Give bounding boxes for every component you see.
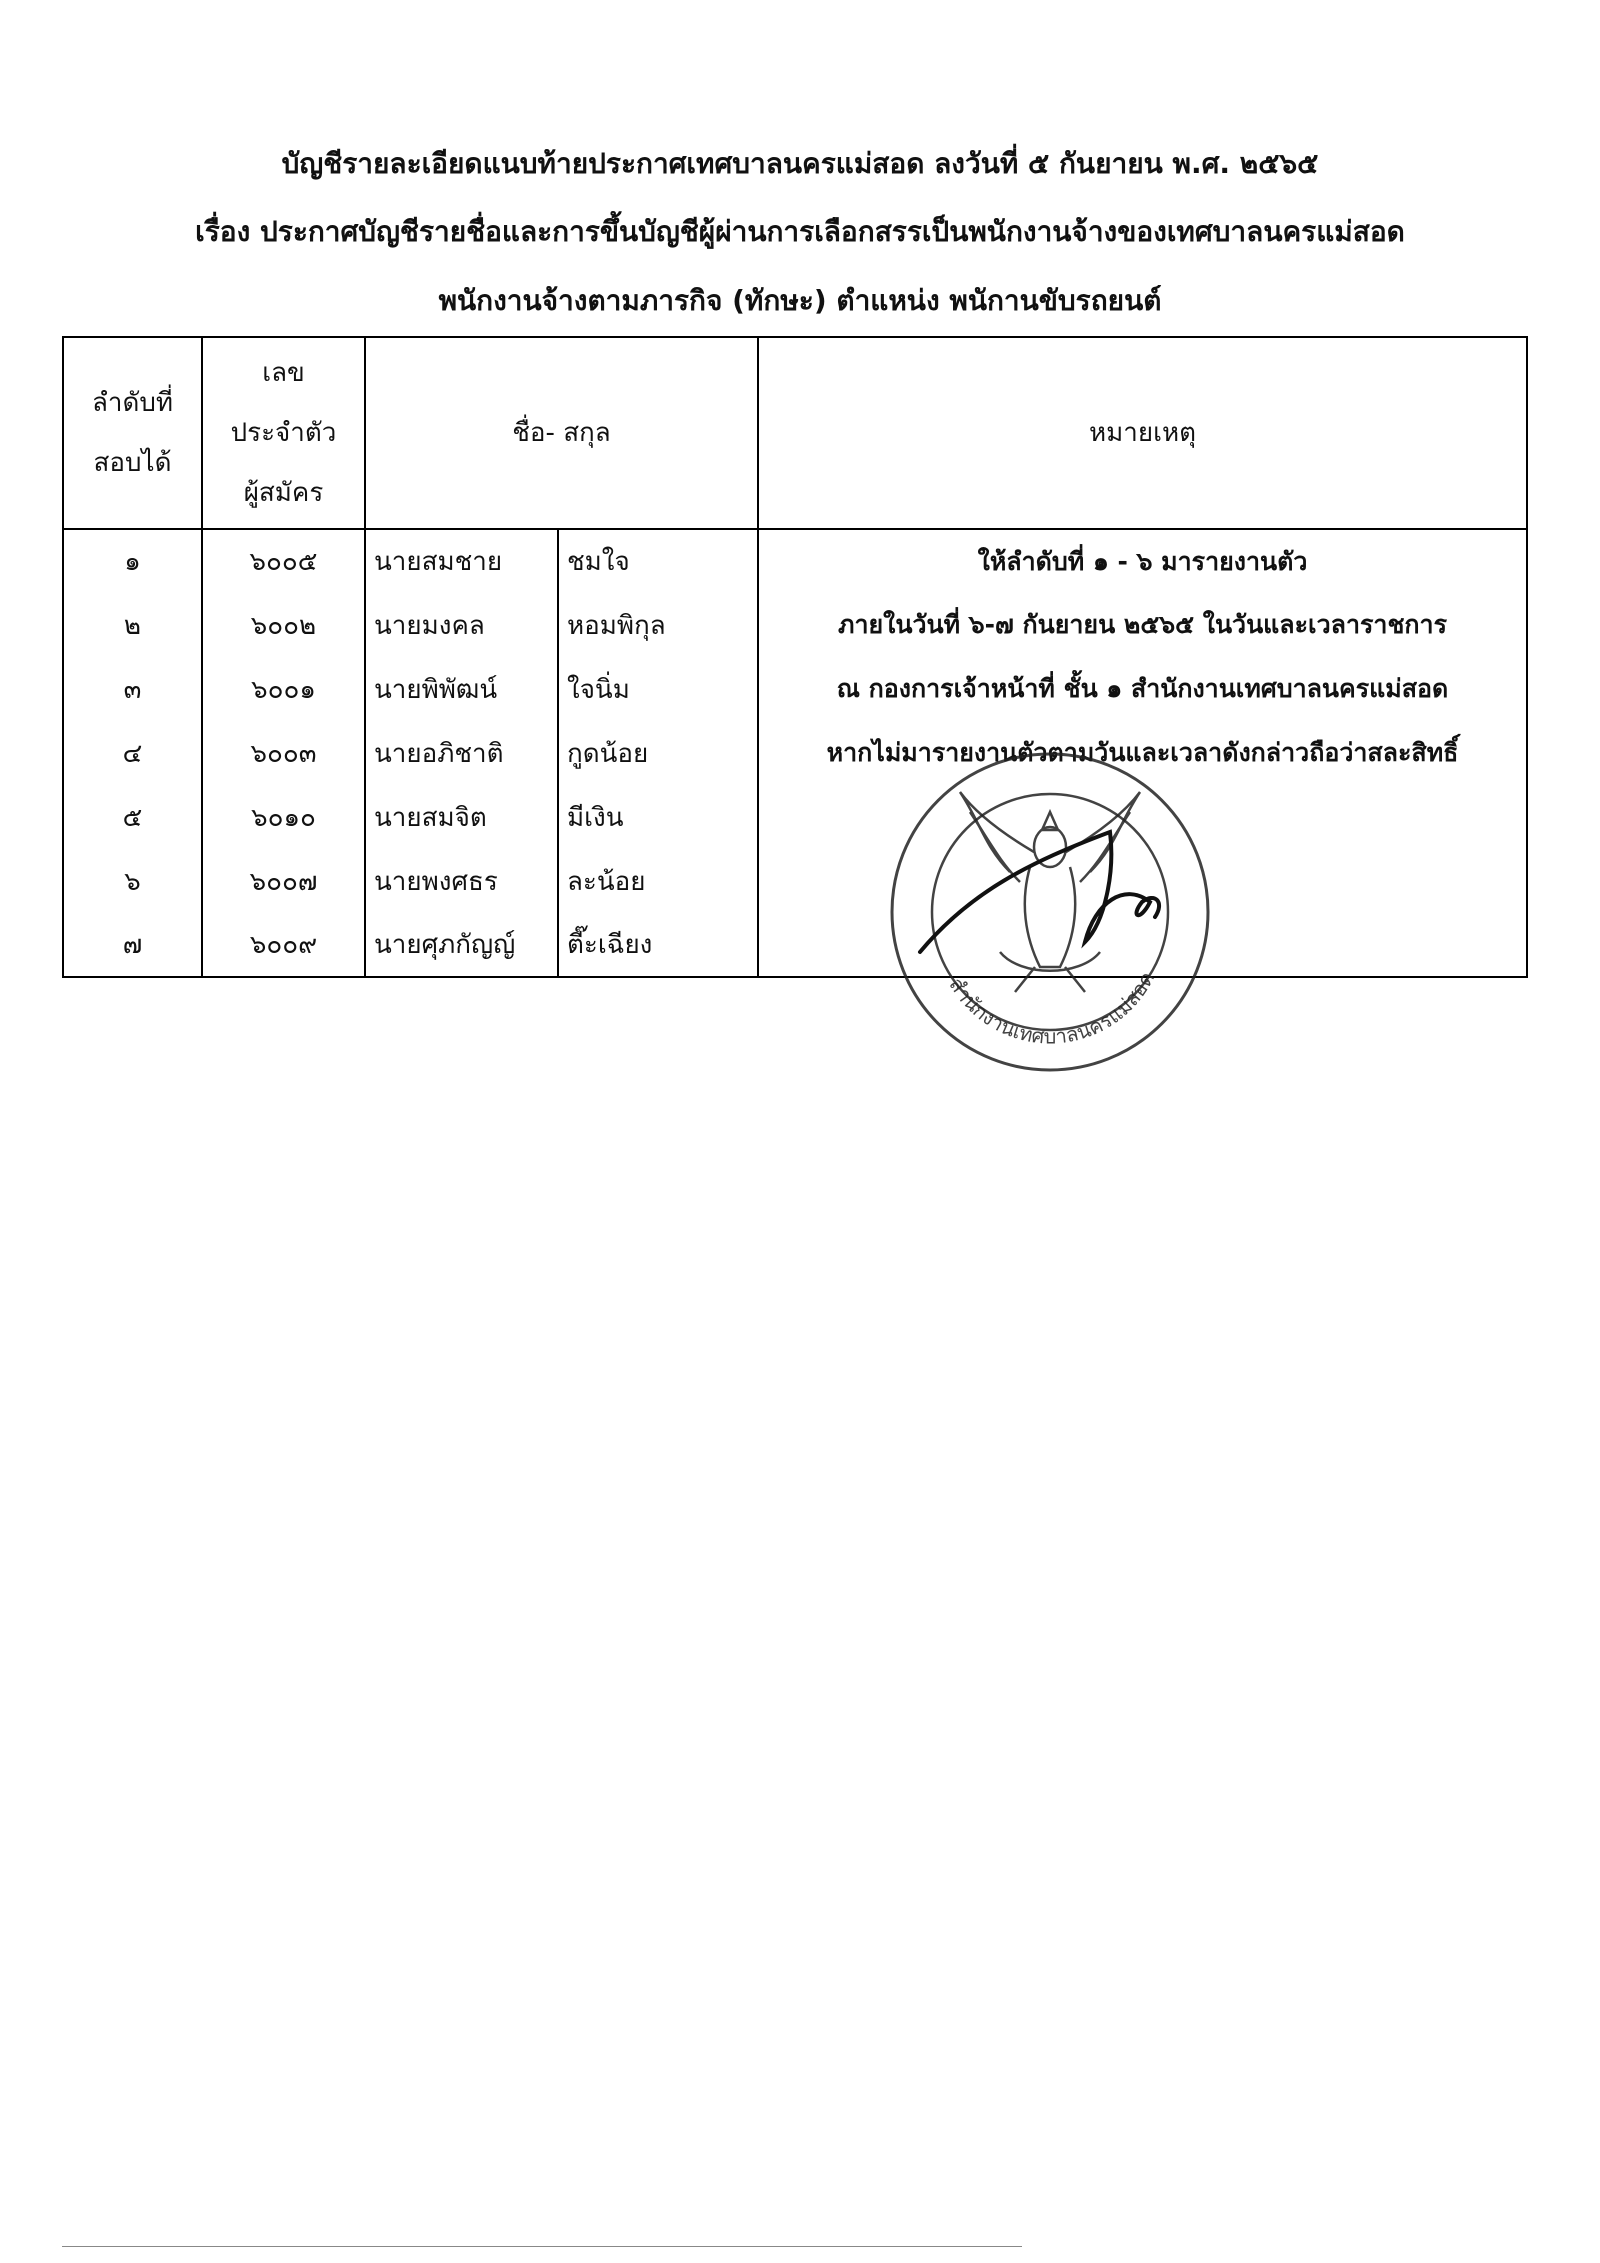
remark-cell: ภายในวันที่ ๖-๗ กันยายน ๒๕๖๕ ในวันและเวลาราชการ — [758, 593, 1527, 657]
remark-cell: หากไม่มารายงานตัวตามวันและเวลาดังกล่าวถือว่าสละสิทธิ์ — [758, 721, 1527, 785]
first-name-cell: นายพงศธร — [365, 849, 558, 913]
table-row — [63, 657, 1527, 721]
first-name-cell: นายอภิชาติ — [365, 721, 558, 785]
svg-text:สำนักงานเทศบาลนครแม่สอด — [944, 968, 1159, 1049]
remark-cell — [758, 849, 1527, 913]
seal-text: สำนักงานเทศบาลนครแม่สอด — [944, 967, 1160, 1049]
applicant-id-cell: ๖๐๐๓ — [202, 721, 365, 785]
rank-cell: ๓ — [63, 657, 202, 721]
applicant-id-cell: ๖๐๐๒ — [202, 593, 365, 657]
applicant-id-cell: ๖๐๐๑ — [202, 657, 365, 721]
table-row — [63, 913, 1527, 977]
last-name-cell: หอมพิกุล — [558, 593, 758, 657]
table-header-row — [63, 337, 1527, 529]
table-row — [63, 721, 1527, 785]
first-name-cell: นายสมชาย — [365, 529, 558, 593]
applicant-id-cell: ๖๐๐๕ — [202, 529, 365, 593]
last-name-cell: มีเงิน — [558, 785, 758, 849]
rank-cell: ๕ — [63, 785, 202, 849]
rank-cell: ๖ — [63, 849, 202, 913]
applicant-id-cell: ๖๐๐๗ — [202, 849, 365, 913]
document-position: พนักงานจ้างตามภารกิจ (ทักษะ) ตำแหน่ง พนักานขับรถยนต์ — [438, 284, 1162, 317]
last-name-cell: กูดน้อย — [558, 721, 758, 785]
footer-rule — [62, 2246, 1022, 2247]
table-row — [63, 529, 1527, 593]
rank-cell: ๒ — [63, 593, 202, 657]
last-name-cell: ละน้อย — [558, 849, 758, 913]
rank-cell: ๔ — [63, 721, 202, 785]
document-subject: เรื่อง ประกาศบัญชีรายชื่อและการขึ้นบัญชีผู้ผ่านการเลือกสรรเป็นพนักงานจ้างของเทศบาลนครแม่สอด — [195, 215, 1405, 248]
column-header-applicant-id: เลข ประจำตัว ผู้สมัคร — [202, 337, 365, 529]
remark-cell — [758, 785, 1527, 849]
first-name-cell: นายพิพัฒน์ — [365, 657, 558, 721]
rank-cell: ๗ — [63, 913, 202, 977]
applicant-id-cell: ๖๐๑๐ — [202, 785, 365, 849]
column-header-remark: หมายเหตุ — [758, 337, 1527, 529]
table-row — [63, 785, 1527, 849]
remark-cell: ให้ลำดับที่ ๑ - ๖ มารายงานตัว — [758, 529, 1527, 593]
last-name-cell: ใจนิ่ม — [558, 657, 758, 721]
document-title: บัญชีรายละเอียดแนบท้ายประกาศเทศบาลนครแม่สอด ลงวันที่ ๕ กันยายน พ.ศ. ๒๕๖๕ — [281, 147, 1319, 180]
last-name-cell: ตี๊ะเฉียง — [558, 913, 758, 977]
column-header-name: ชื่อ- สกุล — [365, 337, 758, 529]
first-name-cell: นายศุภกัญญ์ — [365, 913, 558, 977]
remark-cell — [758, 913, 1527, 977]
first-name-cell: นายสมจิต — [365, 785, 558, 849]
candidate-table — [62, 336, 1528, 978]
last-name-cell: ชมใจ — [558, 529, 758, 593]
rank-cell: ๑ — [63, 529, 202, 593]
first-name-cell: นายมงคล — [365, 593, 558, 657]
column-header-rank: ลำดับที่ สอบได้ — [63, 337, 202, 529]
table-row — [63, 849, 1527, 913]
table-row — [63, 593, 1527, 657]
applicant-id-cell: ๖๐๐๙ — [202, 913, 365, 977]
remark-cell: ณ กองการเจ้าหน้าที่ ชั้น ๑ สำนักงานเทศบาลนครแม่สอด — [758, 657, 1527, 721]
